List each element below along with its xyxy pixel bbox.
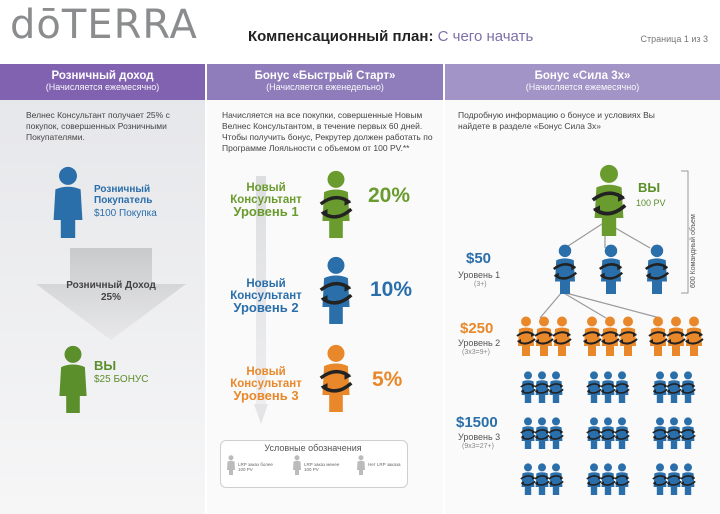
power3-you-icon [590, 164, 628, 236]
fast-start-level-2-percent: 10% [370, 278, 413, 301]
power3-level-2-amount: $250 [460, 320, 494, 337]
retail-description: Велнес Консультант получает 25% с покупок, совершенных Розничными Покупателями. [26, 110, 170, 142]
level-2-line2: Консультант [230, 290, 302, 302]
power3-level-3-detail: (9x3=27+) [462, 443, 494, 450]
fast-start-header [207, 64, 443, 100]
legend-half-person-icon [292, 454, 302, 476]
power3-you-label: ВЫ [638, 180, 661, 195]
orange-consultant-icon [318, 344, 354, 412]
title-main: Компенсационный план: [248, 28, 434, 45]
retail-you-bonus: $25 БОНУС [94, 374, 149, 385]
fast-start-level-3-percent: 5% [372, 368, 403, 391]
page-title [248, 28, 533, 45]
power3-level-1-people [548, 244, 678, 296]
level-1-line3: Уровень 1 [233, 204, 299, 219]
retail-you-icon [56, 340, 90, 418]
team-volume-label: 600 Командный объем [690, 214, 697, 288]
power3-header [445, 64, 720, 100]
legend-item-3: Нет LRP заказа [368, 462, 401, 467]
level-3-line2: Консультант [230, 378, 302, 390]
fast-start-level-1-label [218, 182, 314, 218]
power3-level-2-people [516, 314, 704, 362]
power3-level-2-detail: (3x3=9+) [462, 349, 491, 356]
power3-you-pv: 100 PV [636, 198, 666, 208]
power3-level-1-detail: (3+) [474, 281, 487, 288]
power3-level-3-people [520, 370, 704, 504]
power3-level-3-amount: $1500 [456, 414, 498, 431]
fast-start-level-3-label [218, 366, 314, 402]
retail-customer-icon [50, 162, 86, 242]
legend-title: Условные обозначения [264, 443, 362, 453]
level-2-line3: Уровень 2 [233, 300, 299, 315]
blue-consultant-icon [318, 256, 354, 324]
power3-level-3-label: Уровень 3 [458, 432, 501, 442]
power3-description: Подробную информацию о бонусе и условиях Вы найдете в разделе «Бонус Сила 3х» [458, 110, 655, 131]
legend-item-2: LRP заказ менее 100 PV [304, 462, 340, 472]
level-3-line3: Уровень 3 [233, 388, 299, 403]
legend-item-1: LRP заказ более 100 PV [238, 462, 273, 472]
power3-title: Бонус «Сила 3х» [534, 70, 631, 82]
fast-start-level-1-percent: 20% [368, 184, 411, 207]
legend-grey-person-icon [356, 454, 366, 476]
fast-start-level-2-label [218, 278, 314, 314]
retail-arrow-text [36, 280, 186, 304]
green-consultant-icon [318, 170, 354, 238]
retail-buyer-label: Розничный Покупатель [94, 184, 153, 206]
page-number: Страница 1 из 3 [640, 34, 708, 44]
level-3-line1: Новый [246, 366, 286, 378]
retail-you-label: ВЫ [94, 358, 117, 373]
retail-arrow-label: Розничный Доход [66, 280, 156, 291]
retail-period: (Начисляется ежемесячно) [45, 82, 160, 92]
level-2-line1: Новый [246, 278, 286, 290]
title-subtitle: С чего начать [437, 28, 534, 45]
power3-level-1-amount: $50 [466, 250, 492, 267]
level-1-line2: Консультант [230, 194, 302, 206]
legend-green-person-icon [226, 454, 236, 476]
fast-start-description: Начисляется на все покупки, совершенные Новым Велнес Консультантом, в течение первых 60 дней. Чтобы получить бонус, Рекрутер должен работать по Программе Лояльности с объемом от 100 PV.** [222, 110, 433, 153]
level-1-line1: Новый [246, 182, 286, 194]
doterra-logo: dōTERRA [10, 2, 198, 48]
fast-start-period: (Начисляется еженедельно) [266, 82, 384, 92]
retail-header [0, 64, 205, 100]
fast-start-title: Бонус «Быстрый Старт» [254, 70, 396, 82]
power3-level-2-label: Уровень 2 [458, 338, 501, 348]
retail-title: Розничный доход [51, 70, 154, 82]
power3-level-1-label: Уровень 1 [458, 270, 501, 280]
power3-period: (Начисляется ежемесячно) [525, 82, 640, 92]
retail-arrow-percent: 25% [100, 292, 121, 303]
retail-buyer-amount: $100 Покупка [94, 208, 157, 219]
